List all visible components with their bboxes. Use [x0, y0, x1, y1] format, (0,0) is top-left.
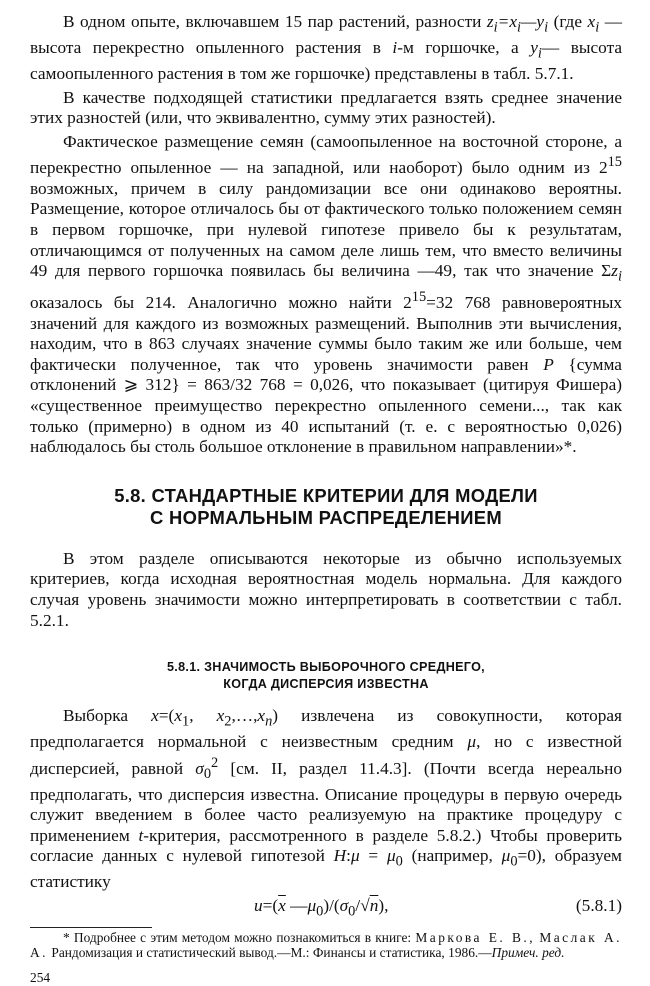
- formula-5-8-1: [30, 895, 622, 919]
- formula-number: (5.8.1): [575, 896, 622, 916]
- paragraph-statistic: В качестве подходящей статистики предлагается взять среднее значение этих разностей (или, что эквивалентно, сумму этих разностей).: [30, 87, 622, 128]
- paragraph-intro: В одном опыте, включавшем 15 пар растений, разности $z_i=x_i—y_i$ (где $x_i$ — высота перекрестно опыленного растения в i-м горшочке, а $y_i—$ высота самоопыленного растения в том же горшочке) представлены в табл. 5.7.1.: [30, 12, 623, 84]
- footnote-divider: [30, 927, 152, 928]
- section-paragraph: В этом разделе описываются некоторые из обычно используемых критериев, когда исходная вероятностная модель нормальна. Для каждого случая уровень значимости можно интерпретировать в соответствии с табл. 5.2.1.: [30, 548, 622, 630]
- paragraph-randomization: Фактическое размещение семян (самоопыленное на восточной стороне, а перекрестно опыленное — на западной, или наоборот) было одним из $2^{15}$ возможных, причем в силу рандомизации все они одинаково вероятны. Размещение, которое отличалось бы от фактического только положением семян в первом горшочке, при нулевой гипотезе привело бы к результатам, отличающимся от полученных на самом деле лишь тем, что вместо величины 49 для первого горшочка появилась бы величина —49, так что значение $\Sigma z_i$ оказалось бы 214. Аналогично можно найти $2^{15}=32$ 768 равновероятных значений для каждого из возможных размещений. Выполнив эти вычисления, находим, что в 863 случаях значение суммы было таким же или больше, чем фактически полученное, так что уровень значимости равен P {сумма отклонений ⩾ 312} = 863/32 768 = 0,026, что показывает (цитируя Фишера) «существенное преимущество перекрестно опыленного семени..., так как только (примерно) в одном из 40 испытаний (т. е. с вероятностью 0,026) наблюдалось бы столь большое отклонение в правильном направлении»*.: [30, 131, 622, 457]
- section-title: 5.8. СТАНДАРТНЫЕ КРИТЕРИИ ДЛЯ МОДЕЛИ С НОРМАЛЬНЫМ РАСПРЕДЕЛЕНИЕМ: [114, 484, 538, 528]
- subsection-title: 5.8.1. ЗНАЧИМОСТЬ ВЫБОРОЧНОГО СРЕДНЕГО, КОГДА ДИСПЕРСИЯ ИЗВЕСТНА: [167, 660, 485, 691]
- formula-expression: $u=(\overline{x}$ $—\mu_0)/(\sigma_0/√n)$,: [254, 896, 389, 920]
- subsection-paragraph: Выборка $x=(x_1$, $x_2,\dots,x_n$) извлечена из совокупности, которая предполагается нормальной с неизвестным средним μ, но с известной дисперсией, равной $\sigma_0^2$ [см. II, раздел 11.4.3]. (Почти всегда нереально предполагать, что дисперсия известна. Описание процедуры в первую очередь служит введением в более часто реализуемую на практике процедуру с применением t-критерия, рассмотренного в разделе 5.8.2.) Чтобы проверить согласие данных с нулевой гипотезой H:μ = $\mu_0$ (например, $\mu_0=0$), образуем статистику: [30, 706, 623, 892]
- footnote: * Подробнее с этим методом можно познакомиться в книге: Маркова Е. В., Маслак А. А. Рандомизация и статистический вывод.—М.: Финансы и статистика, 1986.—Примеч. ред.: [30, 930, 622, 961]
- page-number: 254: [30, 970, 51, 986]
